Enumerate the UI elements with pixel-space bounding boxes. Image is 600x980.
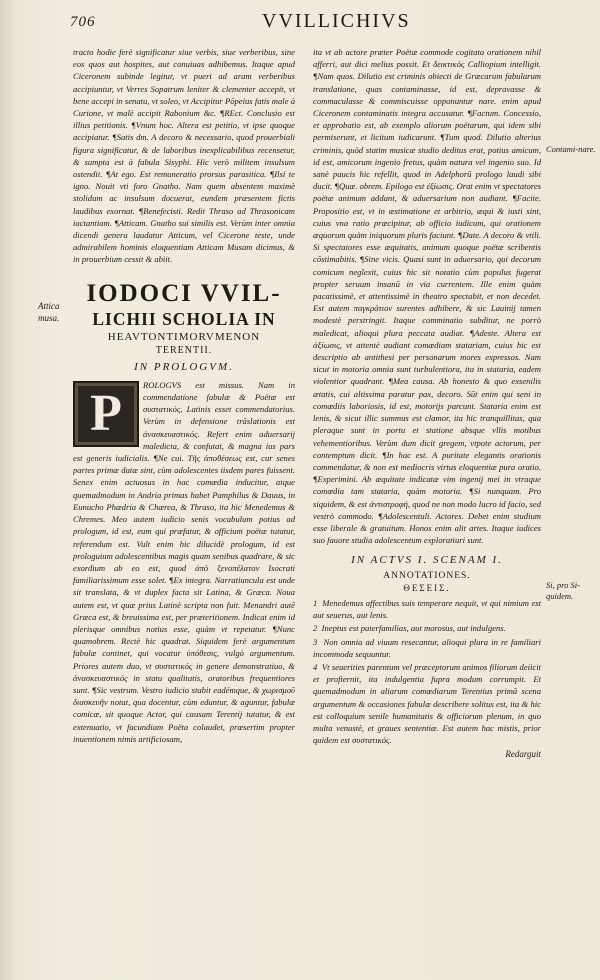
left-column: [73, 46, 295, 966]
title-line-4: TERENTII.: [155, 344, 213, 356]
commentary-text-top: tracto hodie ferè significatur siue verbis, siue verberibus, sine eos quos aut hospites, aut conuiuas adhibemus. Itaque apud Ciceronem subinde legitur, vt pueri ad aram verberibus accipiuntur, vt Verres Sopatrum leniter & clementer accepit, vt bene accepi in senatu, vt soleo, vt Accipitur Pōpeius fatis male à Curione, vt malè accipit Rabonium &c. ¶REct. Conclusio est illius petitionis. ¶Vnum hoc. Altera est petitio, vt ipse quoque accipiatur. ¶Satis dm. A decoro & necessario, quod prouerbiali figura significatur, & de laboribus inexplicabilibus recensetur, & sumpta est à fabula Sisyphi. Hic verò militem insulsum ostendit. ¶At ego. Est remuneratio prorsus parasitica. ¶Ilsi te igno. Nouit vti foro Gnatho. Nam quem absentem maximè stolidum ac insulsum docuerat, eundem præsentem fictis laudibus exornat. ¶Benefecisti. Redit Thraso ad Thrasonicam iactantiam. ¶Atticam. Gnatho sui similis est. Verùm inter omnia dicendi genera laudatur Atticum, vel Cicerone teste, unde admirabilem hominis eloquentiam Atticam Musam dicimus, & in prouerbium cessit & abiit.: [73, 47, 295, 265]
prologue-paragraph: [73, 379, 295, 745]
title-line-1: IODOCI VVIL-: [86, 279, 282, 307]
title-line-3: HEAVTONTIMORVMENON: [107, 330, 261, 343]
item-number: 4: [313, 661, 318, 672]
drop-cap: P: [73, 381, 139, 447]
page-header: [70, 10, 580, 36]
margin-note-right-1: Contami-nare.: [546, 144, 596, 154]
list-item: [313, 597, 541, 621]
commentary-text-right: ita vt ab actore præter Poëtæ commode cogitata orationem nihil afferri, aut dici melius possit. Et δεικτικός Calliopium intelligit. ¶Nam quos. Dilutio est criminis obiecti de Græcarum fabularum translatione, quas contaminasse, id est, depravasse & commaculasse & commiscuisse opponuntur nare. enim apud Ciceronem contaminatis integra accusatur. ¶Factum. Concessio, et approbatio est, ab exemplo aliorum poëtarum, qui idem sibi permiserunt, et licitum iudicarunt. ¶Tum quod. Dilutio alterius criminis, quòd statim musicæ studio deditus erat, potius amicum, id est, amicorum ingenio fretus, quàm natura vel ingenio suo. Id sanè paucis hic refellit, quod in Adelphorū prologo laudi sibi ducit. ¶Quæ. obrem. Epilogo est ἐξίωσις. Orat enim vt spectatores poëtæ animum addant, & aduersarium non audiant. ¶Facite. Propositio est, vt in æstimatione et arbitrio, æqui & iusti sint, cuius vna ratio præcipitur, ab officio iudicum, qui orationem æquorum quàm iniquorum pluris faciunt. ¶Date. A decoro & vtili. Si spectatores esse æquitatis, animum quoque poëtæ scribentis cōstimabitis. ¶Sine vicis. Quasi sunt in aduersario, qui decorum comicum neglexit, cuius hic sit notatio cùm populus fugerat propter seruum insanū in via currentem. Ille enim quàm pacatissimè, et attentissimè in theatro spectabit, et non decedet. Est autem παγκράτιον surentes adhibere, & sic Lauinij tamen modestè perstringit. Itaque comminatio subditur, ne porrò maledicat, alioqui plura peccata audiat. ¶Adeste. Altera est ἀξίωσις, vt attentè audiant comœdiam statariam, cuius hic est descriptio ab antithesi per personarum mores expressos. Nam sicut in motoria omnia sunt turbulentiora, ita in stataria, eadem violentior quadrant. ¶Mea causa. Ab honesto & quo exsenilis ætatis, cui altissima paratur pax, decoro. Sūt enim qui seni in comœdiis laboriosis, id est, motorijs parcunt. Stataria enim est lenis, & sicut illic summus est clamor, ita hic tranquillitas, qua pleraque sunt in portu et statione absque vllis motibus vehementioribus. Verùm dum dicit gregem, vtpote actorum, per contemptum dicit. ¶In hac est. A puritate elegantis orationis commendatur, & non est mediocris virtus eloquentiæ pura oratio. ¶Experimini. Ab æquitate indicatæ vim ingenij mei in vtraque comœdia tam stataria, quàm motoria. ¶Si nunquam. Pro siquidem, & est ἀντιστροφή, quod ne non modo lucro id facio, sed vestrò commodo. ¶Adolescentuli. Actores. Debet enim studium esse liberale & gratuitum. Honos enim alit artes. Itaque iudices suo fauore studia adolescentum exploratiuri sunt.: [313, 47, 541, 546]
list-item: [313, 622, 541, 634]
running-head: VVILLICHIVS: [262, 10, 411, 32]
prologue-heading: IN PROLOGVM.: [134, 360, 234, 373]
right-column: [313, 46, 541, 966]
margin-note-right-2: Si, pro Si-quidem.: [546, 580, 580, 601]
item-text: Menedemus affectibus suis temperare nequit, vt qui nimium est aut seuerus, aut lenis.: [313, 597, 541, 621]
work-title: [73, 280, 295, 357]
item-number: 1: [313, 597, 318, 608]
margin-note-left: Attica musa.: [38, 301, 60, 323]
title-line-2: LICHII SCHOLIA IN: [92, 308, 276, 329]
annotations-heading: ANNOTATIONES.: [383, 570, 471, 581]
act-heading: IN ACTVS I. SCENAM I.: [351, 554, 503, 567]
catchword: Redarguit: [505, 749, 541, 760]
item-text: Vt seuerities parentum vel præceptorum animos filiorum deiicit et profternit, ita indulgentia fupra modum corrumpit. Et quemadmodum in aliarum comœdiarum Terentius primā scena argumentum & occasiones fabulæ describere solitus est, ita & hic est colloquium senile humanitatis & officiorum plenum, in quo multa venustè, et graues sententiæ. Est autem hac mistis, prior quidem est συστατικός.: [313, 661, 541, 746]
page-number: 706: [70, 14, 96, 30]
item-number: 2: [313, 623, 318, 634]
item-number: 3: [313, 636, 318, 647]
item-text: Non omnia ad viuum resecantur, alioqui plura in re familiari incommoda sequuntur.: [313, 636, 541, 659]
theseis-heading: ΘΕΣΕΙΣ.: [403, 582, 451, 593]
item-text: Ineptus est paterfamilias, aut morosus, aut indulgens.: [321, 623, 506, 634]
theses-list: [313, 597, 541, 746]
list-item: [313, 661, 541, 746]
list-item: [313, 636, 541, 660]
prologue-text: ROLOGVS est missus. Nam in commendatione fabulæ & Poëtæ est συστατικός, Latinis esset commendatorius. Verùm in defensione trāslationis est ἀνασκευαστικός. Refert enim aduersarij maledicta, & confutat, & magna ius pars est generis iudicialis. ¶Ne cui. Τῆς ἀποθέσεως est, cur senes partes primæ datæ sint, cùm adolescentes iisdem pares fuissent. Senex enim actuosus in hac comœdia inducitur, atque quemadmodum in Andria primas habet Pamphilus & Dauus, in Eunucho Phædria & Chærea, & Thraso, ita hic Menedemus & Chremes. Meo autem iudicio senis vocabulum potius ad prologum, id est, eum qui præfatur, & officium poëtæ tutatur, referendum est. Vult enim hic dilucidè prologum, id est prologuium adolescentibus magis quam senibus quadrare, & sic exordium ab eo est, quod ἀπὸ ξενοπέλατον Isocrati familiarissimum esse solet. ¶Ex integra. Narratiuncula est unde sit translata, & vt duplex facta sit Latina, & Græca. Noua autem est, vt quæ prius Latinè scripta non fuit. Menandri autē Græca est, & breuissima est, per præteritionem. Indicat enim id plerisque omnibus notius esse, quàm vt repetatur. ¶Nunc quamobrem. Rectè hic quadrat. Siquidem ferè argumentum fabulæ continet, qui vocatur ὑπόθεσις, vulgò argumentum. Priores autem duo, vt συστατικός in genere demonstratiuo, & ἀνασκευαστικός in statu qualitatis, oratoribus frequentiores sunt. ¶Sic vestrum. Vestro iudicio stabit eadémque, & χωρισμοῦ διασκευῆν notat, qua docentur, cùm eduntur, & aguntur, fabulæ comicæ, sit quoque Actor, qui causam Terentij tutatur, & est extenuatio, vt facundiam Poëta colaudet, præsertim propter inuentionem nimis artificiosam,: [73, 379, 295, 744]
